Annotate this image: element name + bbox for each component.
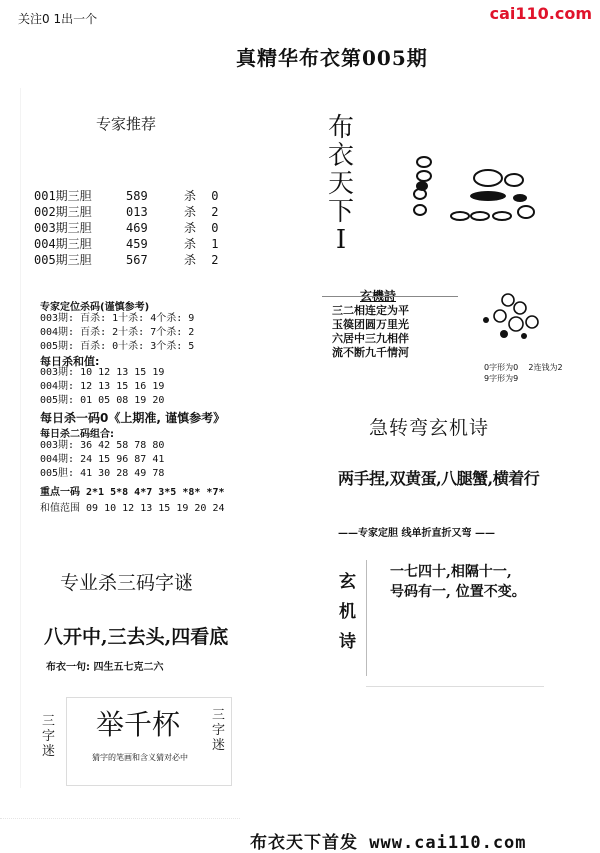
sanzhan-row: 003期三胆 469 杀 0 xyxy=(34,221,219,235)
dingwei-list xyxy=(40,312,194,354)
legend-item: 9字形为9 xyxy=(484,374,519,383)
sanzhan-row: 004期三胆 459 杀 1 xyxy=(34,237,219,251)
site-logo-text[interactable]: cai110.com xyxy=(489,4,592,23)
hezhi-heading: 每日杀和值: xyxy=(40,355,100,368)
hezhi-range-line: 和值范围 09 10 12 13 15 19 20 24 xyxy=(40,503,225,514)
sanzhan-row: 001期三胆 589 杀 0 xyxy=(34,189,219,203)
poem-line: 号码有一, 位置不变。 xyxy=(390,584,526,600)
xuanji-poem xyxy=(332,304,409,360)
jizhuan-title: 急转弯玄机诗 xyxy=(369,417,490,439)
bracket-rule xyxy=(366,560,376,676)
list-item: 005期: 百杀: 0十杀: 3个杀: 5 xyxy=(40,341,195,352)
poem-line: 玉篌团圆万里光 xyxy=(332,318,409,331)
shama-riddle: 八开中,三去头,四看底 xyxy=(44,626,229,648)
sanzhan-list xyxy=(34,188,218,268)
legend-item: 0字形为0 2连钱为2 xyxy=(484,363,563,372)
hezhi-list xyxy=(40,366,164,408)
page-title: 真精华布衣第005期 xyxy=(236,46,428,70)
list-item: 005胆: 41 30 28 49 78 xyxy=(40,468,165,479)
poem-line: 三二相连定为平 xyxy=(332,304,409,317)
yima-heading: 每日杀一码0《上期准, 谨慎参考》 xyxy=(40,411,226,425)
expert-dingdan-line: ——专家定胆 线单折直折又弯 —— xyxy=(338,528,495,539)
liangshou-line: 两手捏,双黄蛋,八腿蟹,横着行 xyxy=(338,469,540,488)
list-item: 004期: 24 15 96 87 41 xyxy=(40,454,165,465)
bottom-rule xyxy=(366,686,544,687)
footer-credit[interactable]: 布衣天下首发 www.cai110.com xyxy=(250,833,527,853)
shama-title: 专业杀三码字谜 xyxy=(60,572,194,594)
riddle-word: 举千杯 xyxy=(96,708,181,741)
xuanji-heading: 玄機詩 xyxy=(360,289,397,303)
list-item: 005期: 01 05 08 19 20 xyxy=(40,395,165,406)
ermazuhe-list xyxy=(40,439,164,481)
dingwei-heading: 专家定位杀码(谨慎参考) xyxy=(40,302,150,313)
zi-legend xyxy=(484,362,563,384)
list-item: 003期: 36 42 58 78 80 xyxy=(40,440,165,451)
footer-faint-rule xyxy=(0,818,240,819)
sanzhan-row: 005期三胆 567 杀 2 xyxy=(34,253,219,267)
buyi-vertical-title: 布衣天下I xyxy=(327,113,354,255)
sanzhan-row: 002期三胆 013 杀 2 xyxy=(34,205,219,219)
faint-left-rule xyxy=(20,88,21,788)
coin-picture-icon xyxy=(478,290,548,352)
zimi-left-label: 三字迷 xyxy=(42,714,56,759)
zimi-right-label: 三字迷 xyxy=(212,708,226,753)
poem-line: 六居中三九相伴 xyxy=(332,332,409,345)
ball-picture-icon xyxy=(410,150,550,230)
xuanji-vertical-title: 玄机诗 xyxy=(339,572,356,652)
zhongdian-line: 重点一码 2*1 5*8 4*7 3*5 *8* *7* xyxy=(40,487,225,498)
buyi-line: 布衣一句: 四生五七克二六 xyxy=(46,662,164,673)
list-item: 003期: 10 12 13 15 19 xyxy=(40,367,165,378)
riddle-hint: 猜字的笔画和含义猜对必中 xyxy=(92,753,188,762)
top-left-note: 关注0 1出一个 xyxy=(18,12,98,26)
list-item: 004期: 12 13 15 16 19 xyxy=(40,381,165,392)
qisi-poem xyxy=(390,562,526,602)
ermazuhe-heading: 每日杀二码组合: xyxy=(40,429,114,440)
xuanji-rule xyxy=(322,296,458,297)
list-item: 003期: 百杀: 1十杀: 4个杀: 9 xyxy=(40,313,195,324)
poem-line: 一七四十,相隔十一, xyxy=(390,564,512,580)
expert-recommend-title: 专家推荐 xyxy=(96,115,157,133)
list-item: 004期: 百杀: 2十杀: 7个杀: 2 xyxy=(40,327,195,338)
poem-line: 流不断九千情河 xyxy=(332,346,409,359)
